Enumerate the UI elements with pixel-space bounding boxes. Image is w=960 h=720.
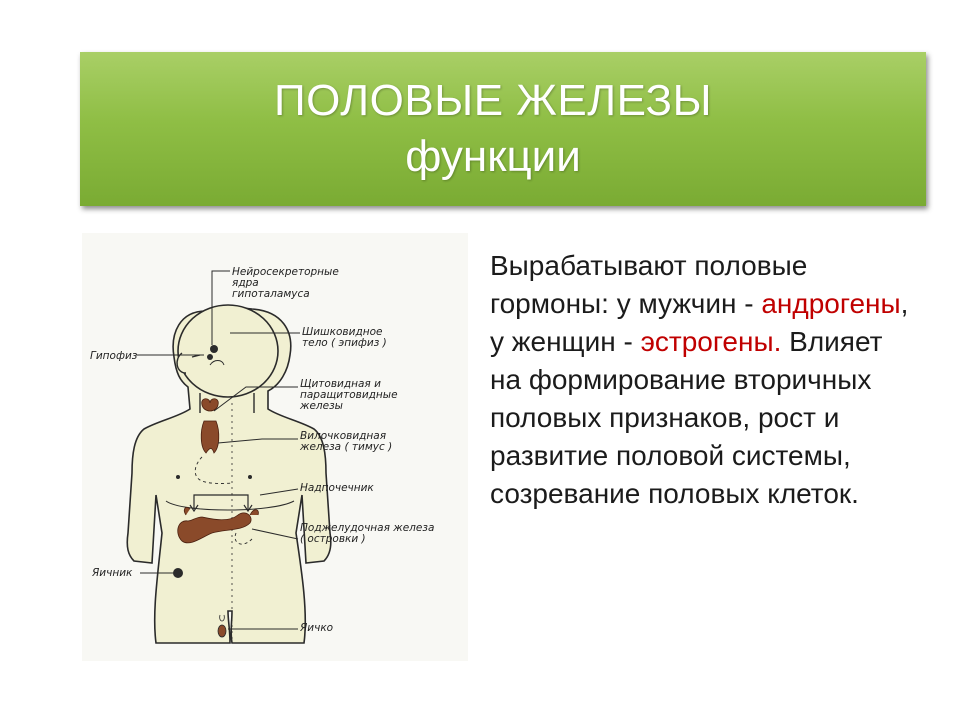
endocrine-system-illustration [82, 233, 468, 661]
label-pineal-gland: Шишковидное тело ( эпифиз ) [302, 326, 387, 349]
functions-description [490, 247, 910, 513]
label-ovary: Яичник [92, 567, 133, 579]
text-part2: , у женщин - [490, 288, 909, 357]
androgens-term: андрогены [761, 288, 901, 319]
label-neurosecretory-nuclei: Нейросекреторные ядра гипоталамуса [232, 266, 339, 300]
estrogens-term: эстрогены. [640, 326, 782, 357]
label-adrenal-gland: Надпочечник [300, 482, 374, 494]
head [178, 305, 278, 397]
testis [218, 625, 226, 637]
thymus-gland [201, 421, 219, 453]
label-pancreas: Поджелудочная железа ( островки ) [300, 522, 435, 545]
label-thymus-gland: Вилочковидная железа ( тимус ) [300, 430, 393, 453]
slide-title: ПОЛОВЫЕ ЖЕЛЕЗЫ [273, 76, 713, 125]
title-banner [80, 52, 926, 206]
text-part1: Вырабатывают половые гормоны: у мужчин - [490, 250, 808, 319]
text-part3: Влияет на формирование вторичных половых признаков, рост и развитие половой системы, созревание половых клеток. [490, 326, 883, 509]
label-testis: Яичко [300, 622, 334, 634]
label-thyroid-gland: Щитовидная и паращитовидные железы [300, 378, 398, 412]
ovary [173, 568, 183, 578]
slide-subtitle: функции [405, 132, 581, 181]
label-pituitary-gland: Гипофиз [90, 350, 138, 362]
